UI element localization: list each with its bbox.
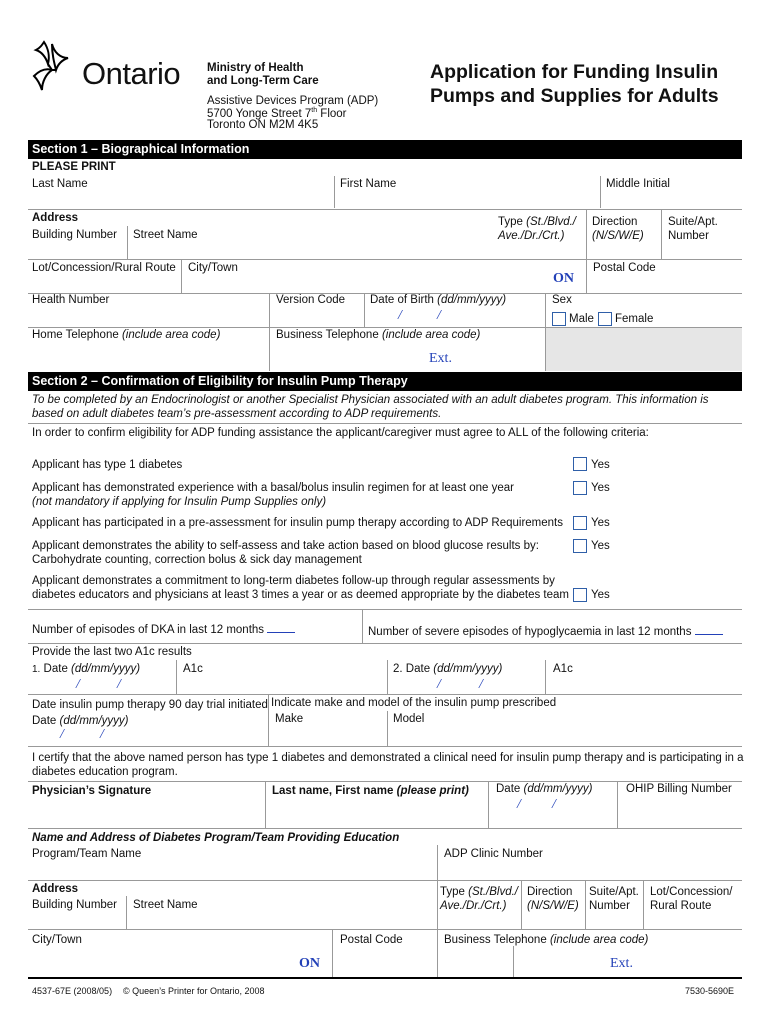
a1c-num-2: 2. (393, 663, 403, 675)
trillium-icon (30, 36, 82, 94)
lot-label: Lot/Concession/Rural Route (32, 262, 176, 274)
dob-hint: (dd/mm/yyyy) (437, 294, 507, 306)
copyright: © Queen’s Printer for Ontario, 2008 (123, 986, 265, 996)
dka-field[interactable] (267, 632, 295, 633)
program-rural-word: Rural Route (650, 900, 712, 912)
building-number-label: Building Number (32, 229, 118, 241)
brand-wordmark: Ontario (82, 56, 181, 91)
dob-label (370, 294, 506, 306)
dob-slash-2: / (437, 308, 441, 323)
trial-date-text: Date insulin pump therapy 90 day trial initiated (32, 699, 268, 711)
business-tel-word: Business Telephone (276, 329, 379, 341)
program-city-label: City/Town (32, 934, 82, 946)
program-heading: Name and Address of Diabetes Program/Team Providing Education (32, 832, 400, 844)
ohip-label: OHIP Billing Number (626, 783, 732, 795)
dob-slash-1: / (398, 308, 402, 323)
type-hint-2: Ave./Dr./Crt.) (498, 230, 565, 242)
criterion-3-yes: Yes (591, 517, 610, 529)
address-heading: Address (32, 212, 79, 224)
form-code: 7530-5690E (685, 986, 735, 996)
program-building-label: Building Number (32, 899, 118, 911)
ontario-logo (30, 36, 190, 96)
home-tel-hint: (include area code) (121, 329, 221, 341)
version-code-label: Version Code (276, 294, 346, 306)
shaded-area (546, 328, 742, 371)
program-lot-word: Lot/Concession/ (650, 886, 733, 898)
physician-name-text: Last name, First name (272, 785, 394, 797)
criterion-4-checkbox[interactable] (573, 539, 587, 553)
pump-prescribed-label: Indicate make and model of the insulin pump prescribed (271, 697, 557, 709)
certify-date-word: Date (496, 783, 521, 795)
female-checkbox[interactable] (598, 312, 612, 326)
hypo-text: Number of severe episodes of hypoglycaemia in last 12 months (368, 626, 692, 638)
criteria-intro: In order to confirm eligibility for ADP funding assistance the applicant/caregiver must agree to ALL of the following criteria: (32, 427, 649, 439)
a1c-date-hint-1: (dd/mm/yyyy) (71, 663, 141, 675)
section2-intro-2: based on adult diabetes team’s pre-assessment according to ADP requirements. (32, 408, 442, 420)
section2-intro-1: To be completed by an Endocrinologist or another Specialist Physician associated with an adult diabetes program. This information is (32, 394, 709, 406)
program-type-label (440, 885, 518, 913)
direction-label (592, 215, 644, 243)
suite-number-word: Number (668, 230, 709, 242)
program-suite-word: Suite/Apt. (589, 886, 639, 898)
ext-label: Ext. (429, 351, 452, 366)
floor-word: Floor (317, 107, 347, 120)
program-direction-word: Direction (527, 886, 573, 898)
dob-word: Date of Birth (370, 294, 434, 306)
street-address: 5700 Yonge Street 7 (207, 107, 312, 120)
dka-label (32, 624, 295, 636)
a1c-date-word-2: Date (405, 663, 431, 675)
certify-slash-1: / (517, 797, 521, 812)
please-print: PLEASE PRINT (32, 161, 116, 173)
program-postal-label: Postal Code (340, 934, 403, 946)
criterion-5-checkbox[interactable] (573, 588, 587, 602)
form-number: 4537-67E (2008/05) (32, 986, 113, 996)
certify-date-hint: (dd/mm/yyyy) (523, 783, 593, 795)
form-title-1: Application for Funding Insulin (430, 61, 719, 83)
trial-date-word: Date (32, 715, 57, 727)
a1c-1-label: A1c (183, 663, 203, 675)
criterion-2-yes: Yes (591, 482, 610, 494)
program-type-hint-2: Ave./Dr./Crt.) (440, 900, 507, 912)
program-type-word: Type (440, 886, 469, 898)
criterion-1: Applicant has type 1 diabetes (32, 459, 183, 471)
a1c-2-slash-2: / (479, 677, 483, 692)
criterion-4: Applicant demonstrates the ability to self-assess and take action based on blood glucose results by: (32, 540, 539, 552)
form-title-2: Pumps and Supplies for Adults (430, 85, 719, 107)
postal-code-label: Postal Code (593, 262, 656, 274)
criterion-1-yes: Yes (591, 459, 610, 471)
program-address-heading: Address (32, 883, 79, 895)
a1c-num-1: 1. (32, 664, 41, 675)
program-province-value: ON (299, 956, 320, 971)
section2-title: Section 2 – Confirmation of Eligibility for Insulin Pump Therapy (32, 374, 408, 388)
physician-name-label (272, 785, 469, 797)
health-number-label: Health Number (32, 294, 110, 306)
direction-hint: (N/S/W/E) (592, 230, 644, 242)
a1c-1-slash-1: / (76, 677, 80, 692)
ministry-name-1: Ministry of Health (207, 62, 304, 74)
criterion-5: Applicant demonstrates a commitment to long-term diabetes follow-up through regular assessments by (32, 575, 555, 587)
criterion-5-line2: diabetes educators and physicians at least 3 times a year or as deemed appropriate by the diabetes team (32, 589, 569, 601)
criterion-3: Applicant has participated in a pre-assessment for insulin pump therapy according to ADP Requirements (32, 517, 563, 529)
criterion-2-note: (not mandatory if applying for Insulin Pump Supplies only) (32, 496, 327, 508)
program-team-label: Program/Team Name (32, 848, 142, 860)
a1c-2-label: A1c (553, 663, 573, 675)
certify-date-label (496, 783, 593, 795)
province-value: ON (553, 271, 574, 286)
ministry-name-2: and Long-Term Care (207, 75, 319, 87)
criterion-1-checkbox[interactable] (573, 457, 587, 471)
middle-initial-field[interactable] (602, 190, 740, 208)
a1c-2-slash-1: / (437, 677, 441, 692)
criterion-5-yes: Yes (591, 589, 610, 601)
suite-word: Suite/Apt. (668, 216, 718, 228)
a1c-date-1-label (32, 663, 140, 675)
physician-signature-label: Physician’s Signature (32, 785, 152, 797)
certify-slash-2: / (552, 797, 556, 812)
female-label: Female (615, 313, 654, 325)
type-word: Type (498, 216, 527, 228)
program-address-1 (207, 107, 347, 120)
sex-label: Sex (552, 294, 572, 306)
business-tel-label (276, 329, 480, 341)
program-address-2: Toronto ON M2M 4K5 (207, 119, 319, 131)
male-label: Male (569, 313, 594, 325)
last-name-field[interactable] (28, 190, 332, 208)
program-suite-label (589, 885, 639, 913)
model-label: Model (393, 713, 425, 725)
program-direction-hint: (N/S/W/E) (527, 900, 579, 912)
a1c-intro: Provide the last two A1c results (32, 646, 192, 658)
trial-slash-2: / (100, 727, 104, 742)
program-direction-label (527, 885, 579, 913)
program-business-tel-word: Business Telephone (444, 934, 547, 946)
program-name: Assistive Devices Program (ADP) (207, 95, 379, 107)
program-business-tel-hint: (include area code) (549, 934, 649, 946)
certify-line-1: I certify that the above named person has type 1 diabetes and demonstrated a clinical need for insulin pump therapy and is participating in a (32, 752, 744, 764)
dka-text: Number of episodes of DKA in last 12 months (32, 624, 265, 636)
city-label: City/Town (188, 262, 238, 274)
program-street-label: Street Name (133, 899, 198, 911)
floor-suffix: th (311, 107, 318, 114)
trial-date-hint: (dd/mm/yyyy) (59, 715, 129, 727)
program-ext-label: Ext. (610, 956, 633, 971)
certify-line-2: diabetes education program. (32, 766, 178, 778)
type-label (498, 215, 576, 243)
home-tel-word: Home Telephone (32, 329, 119, 341)
trial-slash-1: / (60, 727, 64, 742)
adp-clinic-label: ADP Clinic Number (444, 848, 543, 860)
home-tel-label (32, 329, 220, 341)
section1-title: Section 1 – Biographical Information (32, 142, 250, 156)
make-label: Make (275, 713, 304, 725)
last-name-label: Last Name (32, 178, 88, 190)
criterion-4-yes: Yes (591, 540, 610, 552)
street-name-label: Street Name (133, 229, 198, 241)
first-name-label: First Name (340, 178, 397, 190)
program-business-tel-label (444, 934, 648, 946)
hypo-field[interactable] (695, 634, 723, 635)
trial-date-label (32, 697, 268, 729)
criterion-3-checkbox[interactable] (573, 516, 587, 530)
section2-header (28, 372, 742, 391)
physician-name-hint: (please print) (396, 785, 469, 797)
program-type-hint-1: (St./Blvd./ (468, 886, 518, 898)
criterion-2-checkbox[interactable] (573, 481, 587, 495)
hypo-label (368, 626, 723, 638)
male-checkbox[interactable] (552, 312, 566, 326)
a1c-1-slash-2: / (117, 677, 121, 692)
business-tel-hint: (include area code) (381, 329, 481, 341)
first-name-field[interactable] (336, 190, 598, 208)
program-lot-label (650, 885, 732, 913)
criterion-4-line2: Carbohydrate counting, correction bolus & sick day management (32, 554, 362, 566)
suite-label (668, 215, 718, 243)
middle-initial-label: Middle Initial (606, 178, 670, 190)
a1c-date-2-label (393, 663, 502, 675)
criterion-2: Applicant has demonstrated experience with a basal/bolus insulin regimen for at least one year (32, 482, 515, 494)
a1c-date-hint-2: (dd/mm/yyyy) (433, 663, 503, 675)
program-suite-number: Number (589, 900, 630, 912)
section1-header (28, 140, 742, 159)
a1c-date-word-1: Date (43, 663, 68, 675)
direction-word: Direction (592, 216, 638, 228)
type-hint-1: (St./Blvd./ (526, 216, 576, 228)
